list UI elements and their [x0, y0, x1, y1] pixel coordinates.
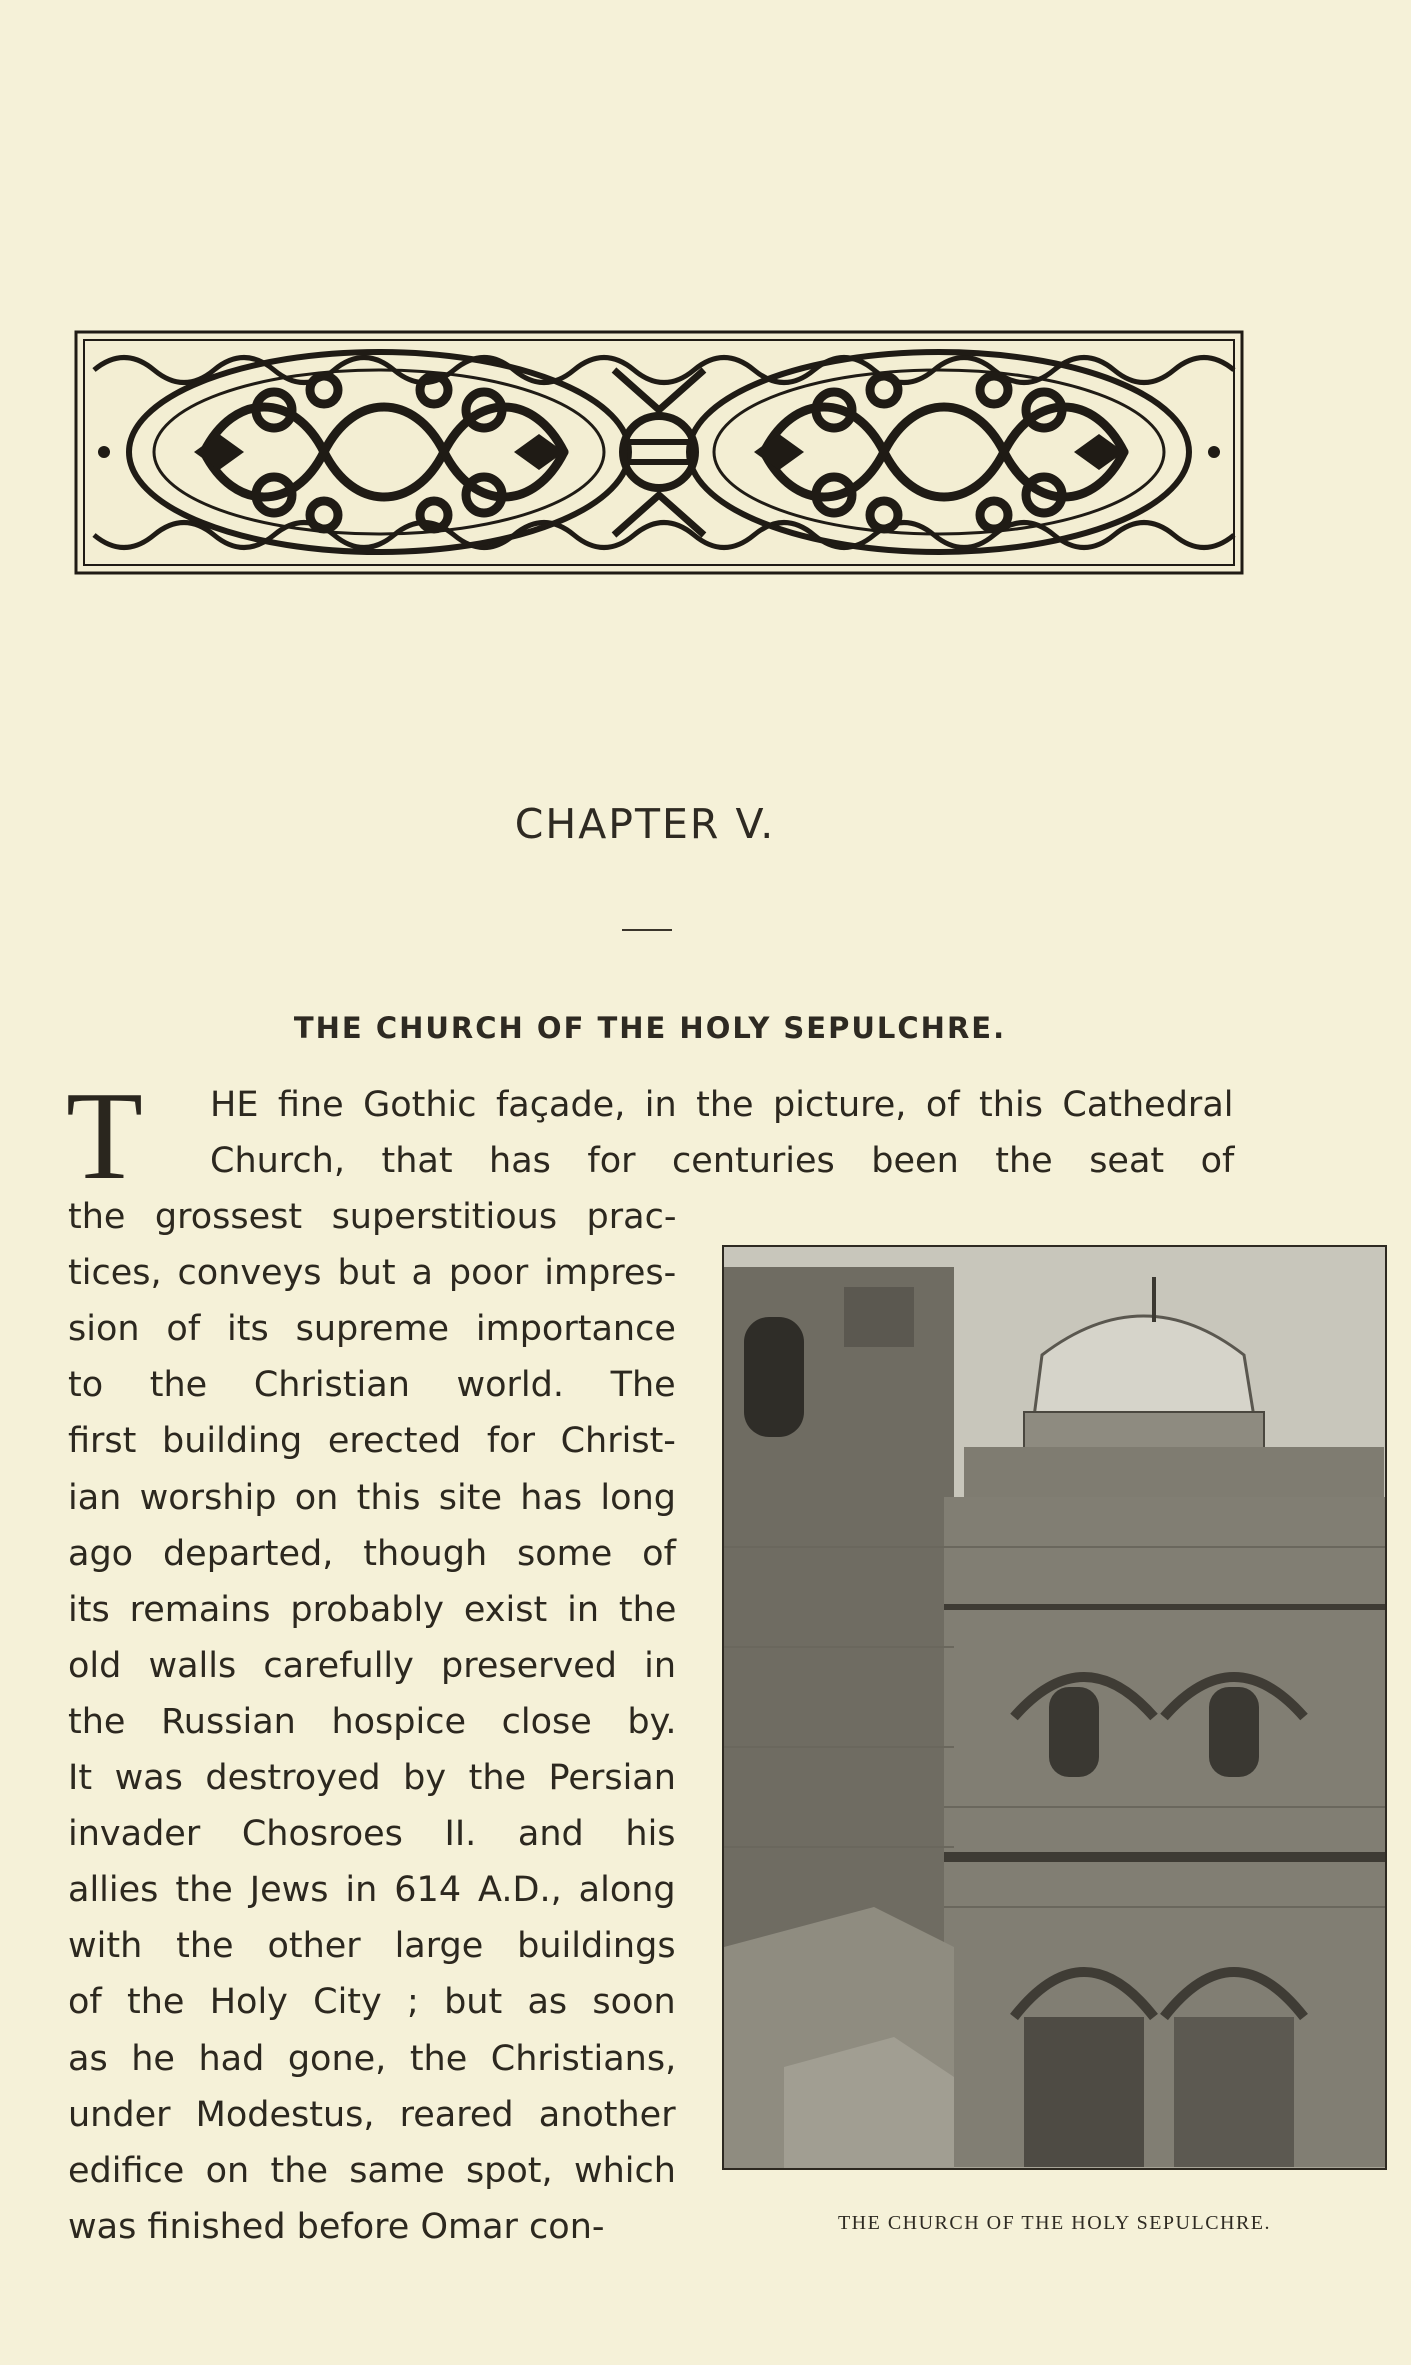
body-text-line: [68, 1645, 677, 1686]
opening-line-2: [210, 1141, 1235, 1181]
church-photograph: [722, 1245, 1387, 2170]
text-line: the Russian hospice close by.: [68, 1701, 677, 1742]
text-line: to the Christian world. The: [68, 1365, 676, 1406]
text-line: was finished before Omar con-: [68, 2206, 605, 2247]
text-line: first building erected for Christ-: [68, 1421, 676, 1462]
body-text-line: [68, 1814, 676, 1855]
body-text-line: [68, 1701, 677, 1742]
text-line: edifice on the same spot, which: [68, 2150, 676, 2191]
body-text-line: [68, 1253, 677, 1294]
body-text-line: [68, 1870, 676, 1911]
heading-divider: [622, 929, 672, 931]
text-line: under Modestus, reared another: [68, 2094, 676, 2135]
opening-line-1: [210, 1085, 1234, 1125]
chapter-title: THE CHURCH OF THE HOLY SEPULCHRE.: [293, 1011, 1007, 1045]
text-line: ago departed, though some of: [68, 1533, 676, 1574]
text-line: of the Holy City ; but as soon: [68, 1982, 676, 2023]
body-text-line: [68, 1421, 676, 1462]
text-line: old walls carefully preserved in: [68, 1645, 677, 1686]
text-line: the grossest superstitious prac-: [68, 1197, 677, 1237]
text-line: sion of its supreme importance: [68, 1309, 676, 1350]
body-text-line: [68, 2150, 676, 2191]
body-text-line: [68, 1309, 676, 1350]
text-line: HE fine Gothic façade, in the picture, of this Cathedral: [210, 1085, 1234, 1125]
text-line: ian worship on this site has long: [68, 1477, 676, 1518]
drop-cap: T: [66, 1067, 143, 1206]
ornamental-header-band: [74, 330, 1244, 575]
text-line: its remains probably exist in the: [68, 1589, 677, 1630]
chapter-heading: CHAPTER V.: [514, 800, 776, 848]
figure-caption: THE CHURCH OF THE HOLY SEPULCHRE.: [837, 2212, 1272, 2234]
body-text-line: [68, 1926, 676, 1967]
body-text-line: [68, 1477, 676, 1518]
text-line: invader Chosroes II. and his: [68, 1814, 676, 1855]
body-text-line: [68, 1982, 676, 2023]
text-line: allies the Jews in 614 A.D., along: [68, 1870, 676, 1911]
body-text-line: [68, 1365, 676, 1406]
body-text-line: [68, 1533, 676, 1574]
body-text-line: [68, 1197, 677, 1237]
text-line: with the other large buildings: [68, 1926, 676, 1967]
text-line: It was destroyed by the Persian: [68, 1758, 676, 1798]
body-text-line: [68, 2206, 668, 2247]
text-line: tices, conveys but a poor impres-: [68, 1253, 677, 1294]
text-line: Church, that has for centuries been the seat of: [210, 1141, 1235, 1181]
body-text-line: [68, 2038, 677, 2079]
body-text-line: [68, 1589, 677, 1630]
body-text-line: [68, 2094, 676, 2135]
body-text-line: [68, 1758, 676, 1798]
church-facade-illustration: [724, 1247, 1385, 2168]
text-line: as he had gone, the Christians,: [68, 2038, 677, 2079]
